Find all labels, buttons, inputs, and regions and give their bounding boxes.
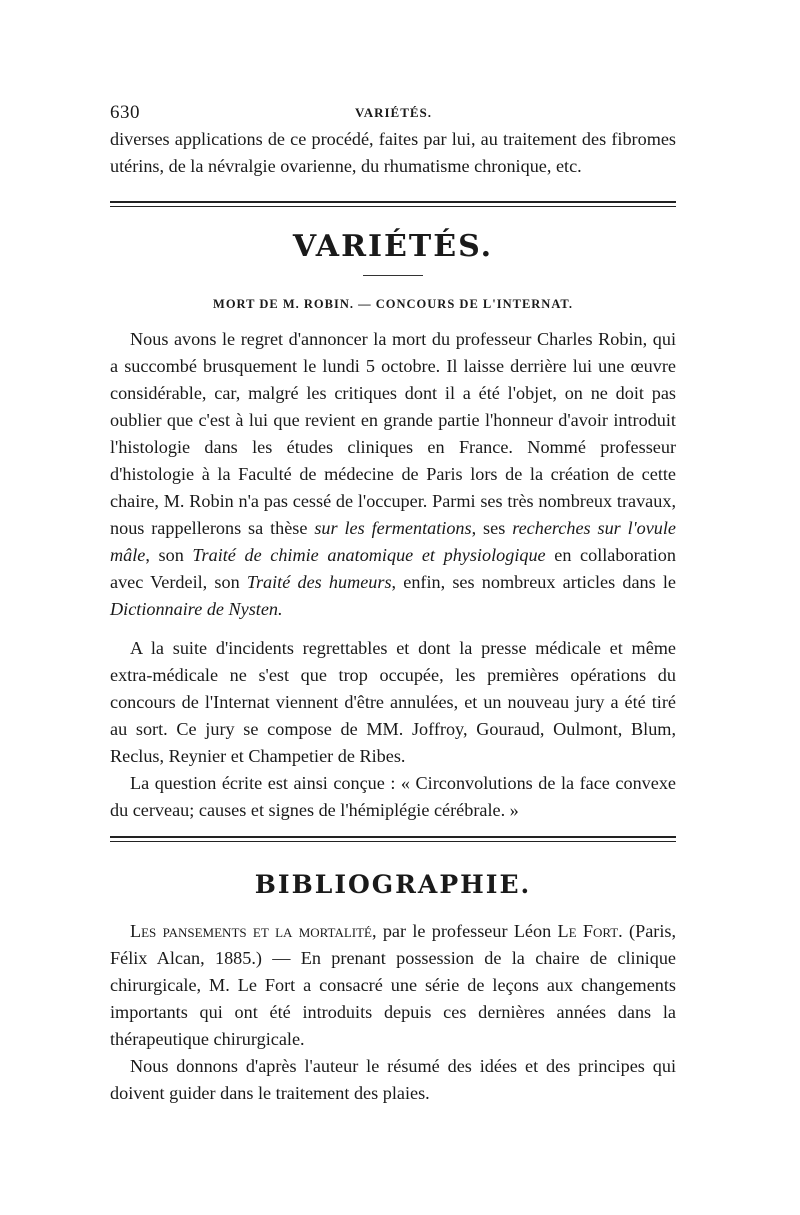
principes-paragraph: Nous donnons d'après l'auteur le résumé des idées et des principes qui doivent guider dans le traitement des plaies.	[110, 1056, 676, 1103]
intro-paragraph: diverses applications de ce procédé, faites par lui, au traitement des fibromes utérins, de la névralgie ovarienne, du rhumatisme chronique, etc.	[110, 129, 676, 176]
robin-paragraph	[110, 326, 676, 623]
robin-text: , enfin, ses nombreux articles dans le	[391, 572, 676, 592]
work-title: sur les fermentations	[314, 518, 472, 538]
title-rule	[363, 275, 423, 276]
robin-text: Nous avons le regret d'annoncer la mort du professeur Charles Robin, qui a succombé brusquement le lundi 5 octobre. Il laisse derrière lui une œuvre considérable, car, malgré les critiques dont il a été l'objet, on ne doit pas oublier que c'est à lui que revient en grande partie l'honneur d'avoir introduit l'histologie dans les études cliniques en France. Nommé professeur d'histologie à la Faculté de médecine de Paris lors de la création de cette chaire, M. Robin n'a pas cessé de l'occuper. Parmi ses très nombreux travaux, nous rappellerons sa thèse	[110, 329, 676, 538]
work-title: Traité de chimie anatomique et physiologique	[192, 545, 546, 565]
page-header	[110, 96, 676, 126]
running-head: VARIÉTÉS.	[355, 105, 433, 120]
section-rule	[110, 201, 676, 207]
bibliographie-title: BIBLIOGRAPHIE.	[254, 870, 532, 899]
internat-paragraph: A la suite d'incidents regrettables et dont la presse médicale et même extra-médicale ne s'est que trop occupée, les premières opérations du concours de l'Internat viennent d'être annulées, et un nouveau jury a été tiré au sort. Ce jury se compose de MM. Joffroy, Gouraud, Oulmont, Blum, Reclus, Reynier et Champetier de Ribes.	[110, 638, 676, 766]
work-title: Dictionnaire de Nysten.	[110, 599, 283, 619]
pansements-paragraph	[110, 918, 676, 1053]
book-title: Les pansements et la mortalité,	[130, 921, 377, 941]
robin-text: , son	[145, 545, 193, 565]
section-rule	[110, 836, 676, 842]
work-title: Traité des humeurs	[246, 572, 392, 592]
review-text: (Paris, Félix Alcan, 1885.) — En prenant possession de la chaire de clinique chirurgicale, M. Le Fort a consacré une série de leçons aux changements importants qui ont été introduits depuis ces dernières années dans la thérapeutique chirurgicale.	[110, 921, 677, 1049]
book-author: Le Fort.	[557, 921, 623, 941]
varietes-subheading: MORT DE M. ROBIN. — CONCOURS DE L'INTERNAT.	[213, 297, 573, 311]
review-text: par le professeur Léon	[376, 921, 558, 941]
robin-text: , ses	[471, 518, 513, 538]
work-title: recherches sur l'ovule mâle	[110, 518, 676, 565]
page	[110, 96, 676, 1107]
question-paragraph: La question écrite est ainsi conçue : « Circonvolutions de la face convexe du cerveau; causes et signes de l'hémiplégie cérébrale. »	[110, 773, 676, 820]
varietes-title: VARIÉTÉS.	[292, 229, 494, 264]
page-number: 630	[110, 102, 140, 123]
robin-text: en collaboration avec Verdeil, son	[110, 545, 676, 592]
